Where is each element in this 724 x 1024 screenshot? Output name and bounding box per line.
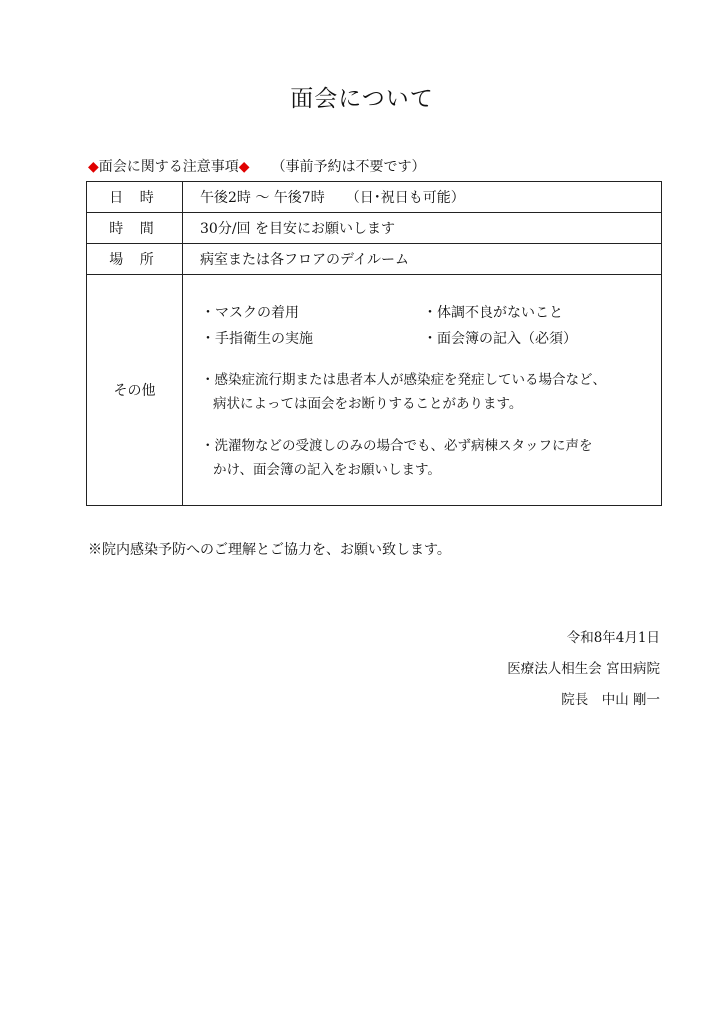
- row-label-datetime: 日 時: [87, 182, 183, 213]
- page-title: 面会について: [290, 86, 434, 112]
- row-value-place: 病室または各フロアのデイルーム: [183, 244, 662, 275]
- note-line: ・感染症流行期または患者本人が感染症を発症している場合など、: [201, 372, 606, 388]
- rule-hand-hygiene: ・手指衛生の実施: [201, 331, 313, 347]
- signature-date: 令和8年4月1日: [566, 630, 660, 646]
- visiting-info-table: [86, 181, 662, 506]
- rule-visitor-log: ・面会簿の記入（必須）: [423, 331, 577, 347]
- table-row: [87, 275, 662, 506]
- notice-reservation-note: （事前予約は不要です）: [271, 159, 426, 175]
- row-value-other: [183, 275, 662, 506]
- notice-heading-text: 面会に関する注意事項: [98, 159, 239, 175]
- note-infection: [201, 368, 651, 416]
- row-label-other: その他: [87, 275, 183, 506]
- row-label-place: 場 所: [87, 244, 183, 275]
- rule-no-illness: ・体調不良がないこと: [423, 305, 563, 321]
- signature-director: 院長 中山 剛一: [561, 692, 660, 708]
- row-value-datetime: 午後2時 ～ 午後7時 （日･祝日も可能）: [183, 182, 662, 213]
- table-row: [87, 213, 662, 244]
- signature-organization: 医療法人相生会 宮田病院: [507, 661, 660, 677]
- note-laundry: [201, 434, 651, 482]
- note-line: かけ、面会簿の記入をお願いします。: [213, 462, 441, 478]
- notice-heading: [88, 156, 426, 176]
- row-label-duration: 時 間: [87, 213, 183, 244]
- rule-mask: ・マスクの着用: [201, 305, 299, 321]
- closing-note: ※院内感染予防へのご理解とご協力を、お願い致します。: [88, 542, 451, 558]
- diamond-icon: ◆: [88, 159, 99, 175]
- diamond-icon: ◆: [238, 159, 250, 175]
- row-value-duration: 30分/回 を目安にお願いします: [183, 213, 662, 244]
- note-line: 病状によっては面会をお断りすることがあります。: [213, 396, 523, 412]
- table-row: [87, 182, 662, 213]
- table-row: [87, 244, 662, 275]
- note-line: ・洗濯物などの受渡しのみの場合でも、必ず病棟スタッフに声を: [201, 438, 593, 454]
